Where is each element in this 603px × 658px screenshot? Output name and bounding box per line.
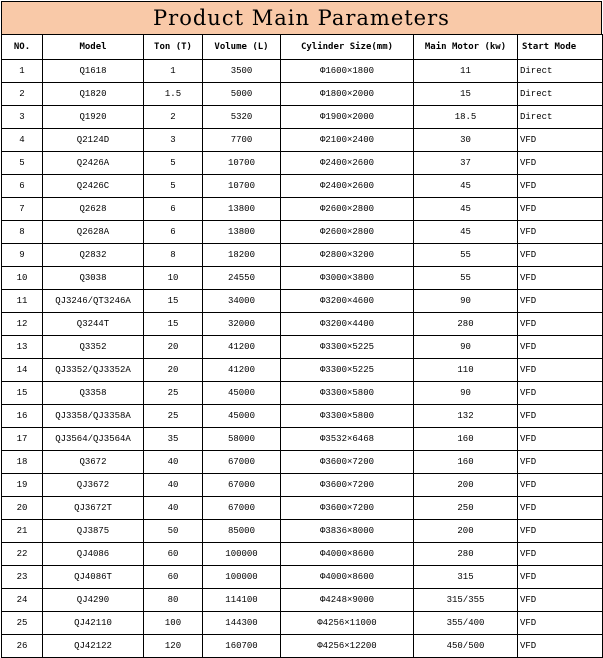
- cell-cylinder-size: Φ1800×2000: [281, 83, 414, 106]
- cell-ton: 6: [144, 221, 203, 244]
- cell-volume: 58000: [203, 428, 281, 451]
- cell-main-motor: 55: [414, 244, 518, 267]
- cell-no: 19: [2, 474, 43, 497]
- cell-no: 5: [2, 152, 43, 175]
- cell-ton: 40: [144, 451, 203, 474]
- cell-main-motor: 160: [414, 428, 518, 451]
- cell-ton: 60: [144, 543, 203, 566]
- cell-ton: 80: [144, 589, 203, 612]
- cell-main-motor: 280: [414, 543, 518, 566]
- header-main-motor: Main Motor (kw): [414, 35, 518, 60]
- cell-cylinder-size: Φ2600×2800: [281, 221, 414, 244]
- cell-cylinder-size: Φ3200×4600: [281, 290, 414, 313]
- cell-ton: 120: [144, 635, 203, 658]
- cell-cylinder-size: Φ2800×3200: [281, 244, 414, 267]
- cell-no: 18: [2, 451, 43, 474]
- cell-volume: 144300: [203, 612, 281, 635]
- cell-model: Q2628A: [43, 221, 144, 244]
- cell-start-mode: Direct: [518, 83, 603, 106]
- cell-main-motor: 250: [414, 497, 518, 520]
- table-row: [2, 612, 603, 635]
- cell-start-mode: VFD: [518, 428, 603, 451]
- table-row: [2, 428, 603, 451]
- table-row: [2, 359, 603, 382]
- cell-no: 4: [2, 129, 43, 152]
- cell-cylinder-size: Φ4000×8600: [281, 566, 414, 589]
- cell-ton: 25: [144, 405, 203, 428]
- cell-start-mode: VFD: [518, 244, 603, 267]
- cell-cylinder-size: Φ2400×2600: [281, 175, 414, 198]
- cell-main-motor: 200: [414, 520, 518, 543]
- cell-model: QJ3358/QJ3358A: [43, 405, 144, 428]
- table-row: [2, 290, 603, 313]
- cell-ton: 40: [144, 474, 203, 497]
- cell-volume: 18200: [203, 244, 281, 267]
- cell-model: QJ3672: [43, 474, 144, 497]
- table-row: [2, 336, 603, 359]
- cell-ton: 25: [144, 382, 203, 405]
- cell-no: 24: [2, 589, 43, 612]
- cell-start-mode: VFD: [518, 198, 603, 221]
- cell-volume: 45000: [203, 382, 281, 405]
- cell-start-mode: VFD: [518, 543, 603, 566]
- cell-model: Q2628: [43, 198, 144, 221]
- cell-volume: 32000: [203, 313, 281, 336]
- table-row: [2, 175, 603, 198]
- cell-no: 15: [2, 382, 43, 405]
- cell-cylinder-size: Φ3600×7200: [281, 451, 414, 474]
- cell-cylinder-size: Φ2100×2400: [281, 129, 414, 152]
- cell-ton: 5: [144, 152, 203, 175]
- cell-model: Q2832: [43, 244, 144, 267]
- cell-main-motor: 90: [414, 290, 518, 313]
- parameters-sheet: [1, 1, 602, 658]
- table-row: [2, 405, 603, 428]
- table-row: [2, 152, 603, 175]
- cell-no: 11: [2, 290, 43, 313]
- cell-no: 20: [2, 497, 43, 520]
- cell-cylinder-size: Φ1600×1800: [281, 60, 414, 83]
- table-row: [2, 83, 603, 106]
- cell-cylinder-size: Φ3300×5225: [281, 359, 414, 382]
- cell-cylinder-size: Φ4256×11000: [281, 612, 414, 635]
- cell-model: Q1618: [43, 60, 144, 83]
- cell-start-mode: VFD: [518, 152, 603, 175]
- cell-start-mode: VFD: [518, 175, 603, 198]
- cell-cylinder-size: Φ3836×8000: [281, 520, 414, 543]
- cell-main-motor: 11: [414, 60, 518, 83]
- cell-volume: 13800: [203, 198, 281, 221]
- cell-cylinder-size: Φ4000×8600: [281, 543, 414, 566]
- cell-ton: 100: [144, 612, 203, 635]
- cell-model: Q3672: [43, 451, 144, 474]
- table-body: [2, 60, 603, 658]
- cell-model: QJ3352/QJ3352A: [43, 359, 144, 382]
- cell-main-motor: 45: [414, 221, 518, 244]
- header-volume: Volume (L): [203, 35, 281, 60]
- cell-start-mode: VFD: [518, 359, 603, 382]
- cell-ton: 3: [144, 129, 203, 152]
- cell-model: Q3352: [43, 336, 144, 359]
- cell-main-motor: 30: [414, 129, 518, 152]
- cell-cylinder-size: Φ3200×4400: [281, 313, 414, 336]
- cell-main-motor: 18.5: [414, 106, 518, 129]
- page-title: Product Main Parameters: [1, 1, 602, 34]
- cell-no: 13: [2, 336, 43, 359]
- cell-main-motor: 280: [414, 313, 518, 336]
- cell-no: 21: [2, 520, 43, 543]
- cell-ton: 40: [144, 497, 203, 520]
- cell-start-mode: VFD: [518, 635, 603, 658]
- cell-ton: 8: [144, 244, 203, 267]
- table-row: [2, 267, 603, 290]
- cell-no: 12: [2, 313, 43, 336]
- cell-main-motor: 90: [414, 336, 518, 359]
- cell-no: 22: [2, 543, 43, 566]
- cell-model: Q1820: [43, 83, 144, 106]
- cell-cylinder-size: Φ2600×2800: [281, 198, 414, 221]
- cell-volume: 34000: [203, 290, 281, 313]
- cell-cylinder-size: Φ3532×6468: [281, 428, 414, 451]
- cell-start-mode: VFD: [518, 221, 603, 244]
- cell-main-motor: 160: [414, 451, 518, 474]
- cell-cylinder-size: Φ4248×9000: [281, 589, 414, 612]
- cell-start-mode: Direct: [518, 106, 603, 129]
- table-row: [2, 106, 603, 129]
- cell-main-motor: 355/400: [414, 612, 518, 635]
- table-row: [2, 566, 603, 589]
- cell-volume: 41200: [203, 359, 281, 382]
- cell-cylinder-size: Φ1900×2000: [281, 106, 414, 129]
- cell-volume: 67000: [203, 474, 281, 497]
- cell-main-motor: 45: [414, 175, 518, 198]
- table-row: [2, 543, 603, 566]
- cell-model: QJ3564/QJ3564A: [43, 428, 144, 451]
- cell-start-mode: VFD: [518, 382, 603, 405]
- cell-ton: 6: [144, 198, 203, 221]
- cell-model: Q2426A: [43, 152, 144, 175]
- cell-no: 23: [2, 566, 43, 589]
- cell-volume: 41200: [203, 336, 281, 359]
- cell-main-motor: 315: [414, 566, 518, 589]
- cell-ton: 2: [144, 106, 203, 129]
- cell-ton: 60: [144, 566, 203, 589]
- cell-cylinder-size: Φ3300×5800: [281, 382, 414, 405]
- cell-volume: 100000: [203, 543, 281, 566]
- cell-volume: 24550: [203, 267, 281, 290]
- table-row: [2, 589, 603, 612]
- cell-model: QJ4086: [43, 543, 144, 566]
- cell-volume: 5320: [203, 106, 281, 129]
- header-row: [2, 35, 603, 60]
- cell-model: QJ3672T: [43, 497, 144, 520]
- cell-model: QJ3246/QT3246A: [43, 290, 144, 313]
- cell-volume: 7700: [203, 129, 281, 152]
- header-model: Model: [43, 35, 144, 60]
- cell-no: 25: [2, 612, 43, 635]
- cell-model: Q3038: [43, 267, 144, 290]
- table-row: [2, 129, 603, 152]
- header-cylinder-size: Cylinder Size(mm): [281, 35, 414, 60]
- cell-cylinder-size: Φ3300×5225: [281, 336, 414, 359]
- table-row: [2, 497, 603, 520]
- cell-no: 10: [2, 267, 43, 290]
- table-row: [2, 221, 603, 244]
- cell-model: QJ42122: [43, 635, 144, 658]
- table-row: [2, 382, 603, 405]
- cell-ton: 15: [144, 313, 203, 336]
- cell-start-mode: Direct: [518, 60, 603, 83]
- cell-volume: 5000: [203, 83, 281, 106]
- cell-start-mode: VFD: [518, 336, 603, 359]
- cell-start-mode: VFD: [518, 612, 603, 635]
- cell-main-motor: 450/500: [414, 635, 518, 658]
- cell-volume: 67000: [203, 497, 281, 520]
- cell-main-motor: 37: [414, 152, 518, 175]
- cell-main-motor: 55: [414, 267, 518, 290]
- header-no: NO.: [2, 35, 43, 60]
- cell-model: Q1920: [43, 106, 144, 129]
- cell-start-mode: VFD: [518, 313, 603, 336]
- cell-cylinder-size: Φ3300×5800: [281, 405, 414, 428]
- cell-volume: 10700: [203, 175, 281, 198]
- cell-start-mode: VFD: [518, 290, 603, 313]
- cell-no: 14: [2, 359, 43, 382]
- cell-main-motor: 90: [414, 382, 518, 405]
- cell-main-motor: 132: [414, 405, 518, 428]
- cell-no: 9: [2, 244, 43, 267]
- cell-ton: 1.5: [144, 83, 203, 106]
- cell-start-mode: VFD: [518, 405, 603, 428]
- cell-volume: 160700: [203, 635, 281, 658]
- cell-start-mode: VFD: [518, 520, 603, 543]
- cell-start-mode: VFD: [518, 451, 603, 474]
- cell-no: 26: [2, 635, 43, 658]
- parameters-table: [1, 34, 603, 658]
- cell-model: QJ3875: [43, 520, 144, 543]
- cell-model: Q2426C: [43, 175, 144, 198]
- cell-ton: 35: [144, 428, 203, 451]
- cell-main-motor: 110: [414, 359, 518, 382]
- cell-ton: 20: [144, 359, 203, 382]
- cell-model: Q3244T: [43, 313, 144, 336]
- cell-volume: 67000: [203, 451, 281, 474]
- cell-no: 3: [2, 106, 43, 129]
- cell-cylinder-size: Φ3600×7200: [281, 474, 414, 497]
- cell-no: 17: [2, 428, 43, 451]
- cell-model: Q3358: [43, 382, 144, 405]
- cell-start-mode: VFD: [518, 267, 603, 290]
- cell-model: QJ4086T: [43, 566, 144, 589]
- cell-cylinder-size: Φ4256×12200: [281, 635, 414, 658]
- cell-volume: 3500: [203, 60, 281, 83]
- cell-ton: 5: [144, 175, 203, 198]
- table-row: [2, 60, 603, 83]
- table-row: [2, 313, 603, 336]
- cell-main-motor: 45: [414, 198, 518, 221]
- cell-no: 1: [2, 60, 43, 83]
- cell-no: 7: [2, 198, 43, 221]
- header-start-mode: Start Mode: [518, 35, 603, 60]
- table-row: [2, 198, 603, 221]
- cell-cylinder-size: Φ3600×7200: [281, 497, 414, 520]
- cell-volume: 45000: [203, 405, 281, 428]
- table-row: [2, 244, 603, 267]
- cell-ton: 20: [144, 336, 203, 359]
- cell-no: 2: [2, 83, 43, 106]
- cell-main-motor: 15: [414, 83, 518, 106]
- cell-cylinder-size: Φ2400×2600: [281, 152, 414, 175]
- table-row: [2, 474, 603, 497]
- cell-no: 8: [2, 221, 43, 244]
- cell-start-mode: VFD: [518, 497, 603, 520]
- cell-cylinder-size: Φ3000×3800: [281, 267, 414, 290]
- header-ton: Ton (T): [144, 35, 203, 60]
- cell-start-mode: VFD: [518, 566, 603, 589]
- cell-main-motor: 200: [414, 474, 518, 497]
- cell-ton: 15: [144, 290, 203, 313]
- cell-start-mode: VFD: [518, 589, 603, 612]
- cell-no: 16: [2, 405, 43, 428]
- cell-model: QJ4290: [43, 589, 144, 612]
- cell-start-mode: VFD: [518, 129, 603, 152]
- cell-model: QJ42110: [43, 612, 144, 635]
- table-row: [2, 451, 603, 474]
- cell-ton: 50: [144, 520, 203, 543]
- table-row: [2, 520, 603, 543]
- cell-ton: 10: [144, 267, 203, 290]
- cell-no: 6: [2, 175, 43, 198]
- cell-volume: 10700: [203, 152, 281, 175]
- cell-volume: 114100: [203, 589, 281, 612]
- cell-main-motor: 315/355: [414, 589, 518, 612]
- cell-volume: 85000: [203, 520, 281, 543]
- cell-volume: 100000: [203, 566, 281, 589]
- table-row: [2, 635, 603, 658]
- cell-model: Q2124D: [43, 129, 144, 152]
- cell-start-mode: VFD: [518, 474, 603, 497]
- cell-volume: 13800: [203, 221, 281, 244]
- cell-ton: 1: [144, 60, 203, 83]
